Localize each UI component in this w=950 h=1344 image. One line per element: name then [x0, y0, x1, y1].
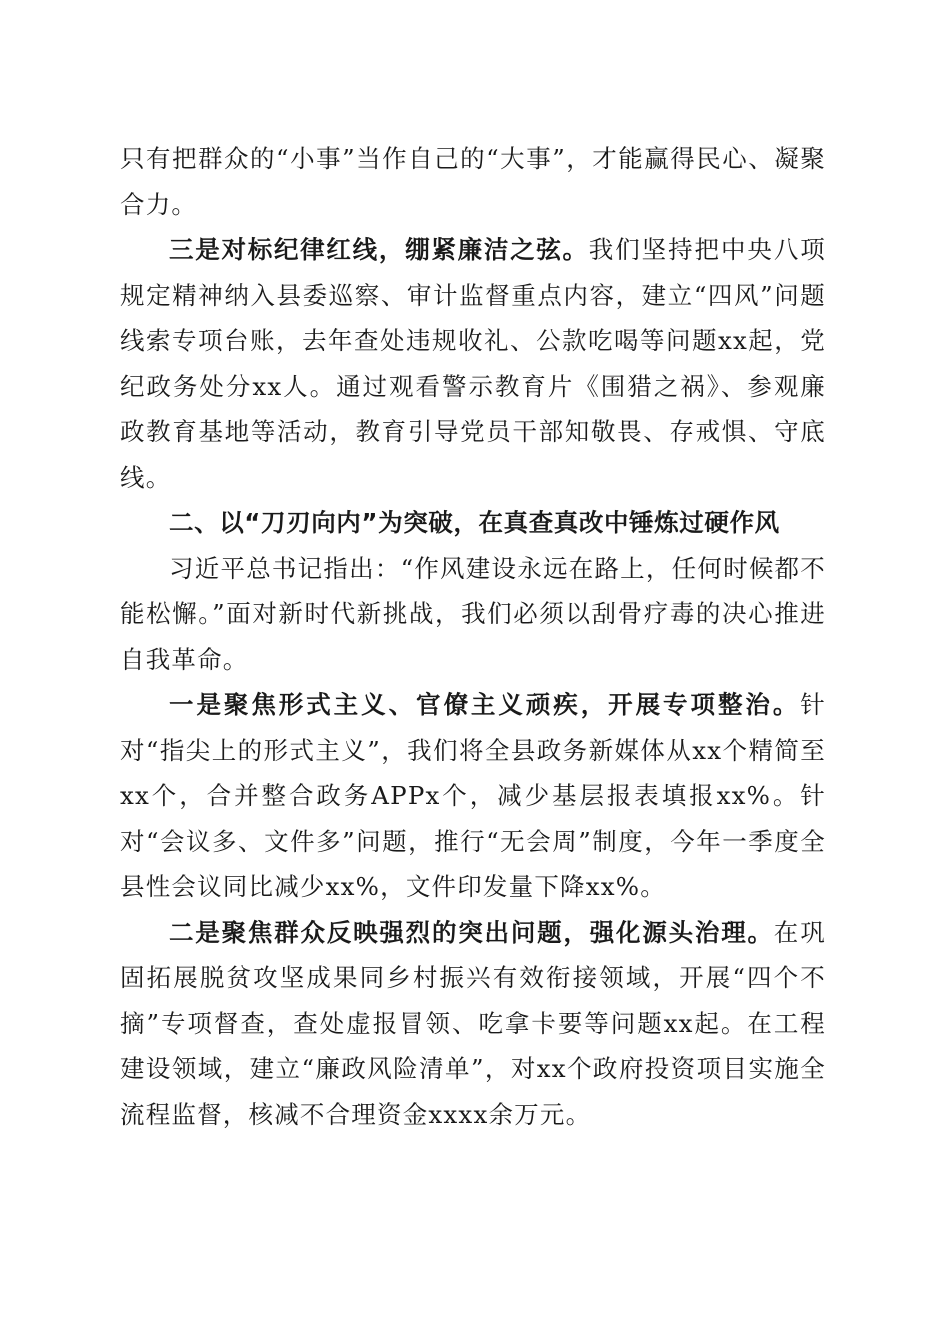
- paragraph-text: 只有把群众的“小事”当作自己的“大事”，才能赢得民心、凝聚合力。: [120, 144, 826, 219]
- paragraph-governance: [120, 910, 826, 1138]
- paragraph-text: 针对“指尖上的形式主义”，我们将全县政务新媒体从xx个精简至xx个，合并整合政务APPx个，减少基层报表填报xx%。针对“会议多、文件多”问题，推行“无会周”制度，今年一季度全县性会议同比减少xx%，文件印发量下降xx%。: [120, 690, 826, 901]
- paragraph-lead: 三是对标纪律红线，绷紧廉洁之弦。: [169, 235, 589, 264]
- paragraph-quote: [120, 546, 826, 683]
- paragraph-lead: 二是聚焦群众反映强烈的突出问题，强化源头治理。: [169, 917, 774, 947]
- paragraph-text: 习近平总书记指出：“作风建设永远在路上，任何时候都不能松懈。”面对新时代新挑战，我们必须以刮骨疗毒的决心推进自我革命。: [120, 553, 826, 674]
- paragraph-lead: 一是聚焦形式主义、官僚主义顽疾，开展专项整治。: [169, 690, 801, 719]
- paragraph-text: 在巩固拓展脱贫攻坚成果同乡村振兴有效衔接领域，开展“四个不摘”专项督查，查处虚报冒领、吃拿卡要等问题xx起。在工程建设领域，建立“廉政风险清单”，对xx个政府投资项目实施全流程监督，核减不合理资金xxxx余万元。: [120, 917, 826, 1129]
- document-page: [120, 136, 826, 1137]
- section-heading: 二、以“刀刃向内”为突破，在真查真改中锤炼过硬作风: [169, 508, 780, 537]
- paragraph-discipline: [120, 227, 826, 500]
- paragraph-text: 我们坚持把中央八项规定精神纳入县委巡察、审计监督重点内容，建立“四风”问题线索专项台账，去年查处违规收礼、公款吃喝等问题xx起，党纪政务处分xx人。通过观看警示教育片《围猎之祸》、参观廉政教育基地等活动，教育引导党员干部知敬畏、存戒惧、守底线。: [120, 235, 826, 492]
- paragraph-continuation: [120, 136, 826, 227]
- paragraph-formalism: [120, 682, 826, 910]
